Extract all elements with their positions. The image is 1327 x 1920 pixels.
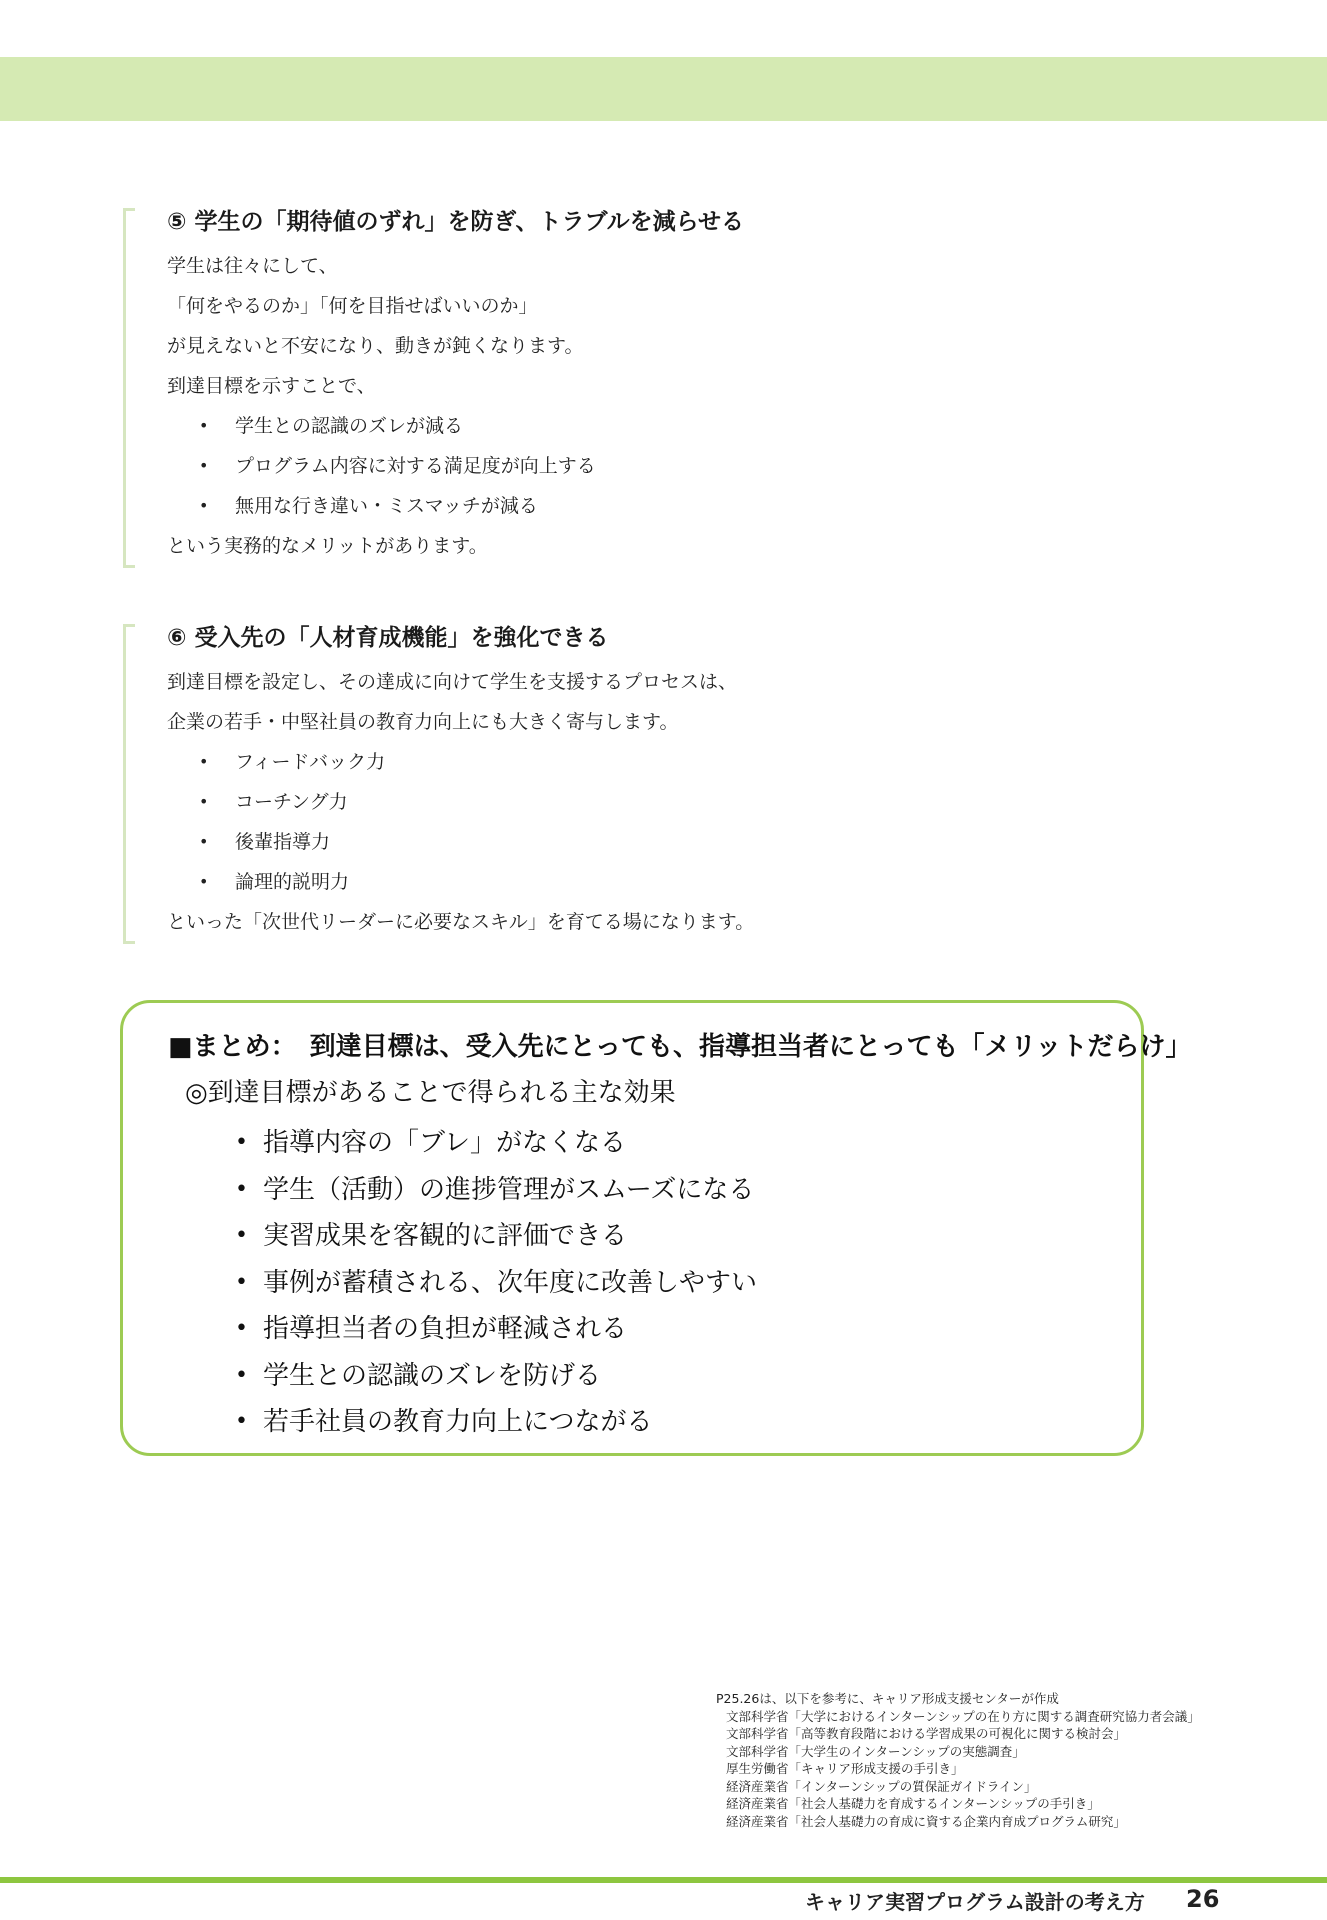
summary-subtitle: ◎到達目標があることで得られる主な効果 xyxy=(185,1078,676,1108)
bullet-icon: • xyxy=(235,1176,248,1202)
list-item xyxy=(167,446,1067,486)
page-number: 26 xyxy=(1186,1885,1220,1913)
bullet-icon: • xyxy=(199,496,209,515)
section-5-line: 到達目標を示すことで、 xyxy=(167,375,376,397)
bullet-icon: • xyxy=(235,1223,248,1248)
bullet-icon: • xyxy=(199,456,209,475)
section-6-line: 到達目標を設定し、その達成に向けて学生を支援するプロセスは、 xyxy=(167,671,738,693)
list-item xyxy=(167,782,1067,822)
list-item-text: 指導内容の「ブレ」がなくなる xyxy=(263,1128,626,1158)
list-item-text: 学生（活動）の進捗管理がスムーズになる xyxy=(263,1174,755,1205)
bullet-icon: • xyxy=(235,1130,248,1155)
list-item-text: フィードバック力 xyxy=(235,751,386,773)
references xyxy=(716,1690,1200,1830)
section-6-bracket xyxy=(123,624,135,944)
list-item xyxy=(235,1399,757,1446)
header-band xyxy=(0,57,1327,121)
list-item-text: 論理的説明力 xyxy=(235,871,350,893)
list-item-text: 指導担当者の負担が軽減される xyxy=(263,1314,628,1344)
references-intro: P25.26は、以下を参考に、キャリア形成支援センターが作成 xyxy=(716,1691,1059,1706)
footer-rule xyxy=(0,1877,1327,1883)
list-item-text: 学生との認識のズレが減る xyxy=(235,415,464,437)
bullet-icon: • xyxy=(199,872,209,891)
section-5-line: 「何をやるのか」「何を目指せばいいのか」 xyxy=(167,295,538,317)
section-6-bullet-list xyxy=(167,742,1067,902)
list-item-text: 実習成果を客観的に評価できる xyxy=(263,1221,628,1251)
bullet-icon: • xyxy=(235,1362,248,1388)
section-6-title: ⑥ 受入先の「人材育成機能」を強化できる xyxy=(167,625,609,651)
list-item-text: プログラム内容に対する満足度が向上する xyxy=(235,455,596,477)
reference-item: 厚生労働省「キャリア形成支援の手引き」 xyxy=(726,1761,964,1776)
bullet-icon: • xyxy=(199,752,209,771)
reference-item: 経済産業省「社会人基礎力の育成に資する企業内育成プログラム研究」 xyxy=(726,1813,1126,1829)
section-5-line: が見えないと不安になり、動きが鈍くなります。 xyxy=(167,335,584,357)
list-item xyxy=(235,1213,757,1260)
summary-box xyxy=(120,1000,1192,1456)
list-item xyxy=(235,1167,757,1214)
section-6 xyxy=(167,622,1067,942)
bullet-icon: • xyxy=(235,1269,248,1295)
list-item-text: 学生との認識のズレを防げる xyxy=(263,1360,602,1391)
list-item xyxy=(167,822,1067,862)
list-item-text: 後輩指導力 xyxy=(235,831,331,853)
section-6-closing: といった「次世代リーダーに必要なスキル」を育てる場になります。 xyxy=(167,911,755,933)
summary-title: ■まとめ： 到達目標は、受入先にとっても、指導担当者にとっても「メリットだらけ」 xyxy=(168,1032,1192,1062)
list-item xyxy=(235,1306,757,1353)
section-5-closing: という実務的なメリットがあります。 xyxy=(167,535,488,557)
reference-item: 文部科学省「大学生のインターンシップの実態調査」 xyxy=(726,1743,1025,1759)
reference-item: 経済産業省「社会人基礎力を育成するインターンシップの手引き」 xyxy=(726,1796,1100,1811)
footer-title: キャリア実習プログラム設計の考え方 xyxy=(805,1890,1145,1914)
list-item xyxy=(235,1120,757,1167)
summary-list xyxy=(235,1120,757,1446)
section-5-line: 学生は往々にして、 xyxy=(167,255,338,277)
list-item-text: 無用な行き違い・ミスマッチが減る xyxy=(235,495,538,517)
list-item xyxy=(167,406,1067,446)
bullet-icon: • xyxy=(199,832,209,851)
section-5-bullet-list xyxy=(167,406,1067,526)
bullet-icon: • xyxy=(199,416,209,435)
list-item xyxy=(167,862,1067,902)
list-item-text: 事例が蓄積される、次年度に改善しやすい xyxy=(263,1267,758,1298)
reference-item: 経済産業省「インターンシップの質保証ガイドライン」 xyxy=(726,1778,1037,1794)
bullet-icon: • xyxy=(199,792,209,811)
list-item-text: コーチング力 xyxy=(235,791,348,813)
bullet-icon: • xyxy=(235,1316,248,1341)
section-6-line: 企業の若手・中堅社員の教育力向上にも大きく寄与します。 xyxy=(167,711,679,733)
list-item xyxy=(167,742,1067,782)
section-5-title: ⑤ 学生の「期待値のずれ」を防ぎ、トラブルを減らせる xyxy=(167,209,744,235)
list-item-text: 若手社員の教育力向上につながる xyxy=(263,1407,653,1437)
section-5 xyxy=(167,206,1067,566)
list-item xyxy=(167,486,1067,526)
reference-item: 文部科学省「大学におけるインターンシップの在り方に関する調査研究協力者会議」 xyxy=(726,1708,1200,1724)
bullet-icon: • xyxy=(235,1409,248,1434)
reference-item: 文部科学省「高等教育段階における学習成果の可視化に関する検討会」 xyxy=(726,1726,1127,1741)
list-item xyxy=(235,1353,757,1400)
list-item xyxy=(235,1260,757,1307)
section-5-bracket xyxy=(123,208,135,568)
